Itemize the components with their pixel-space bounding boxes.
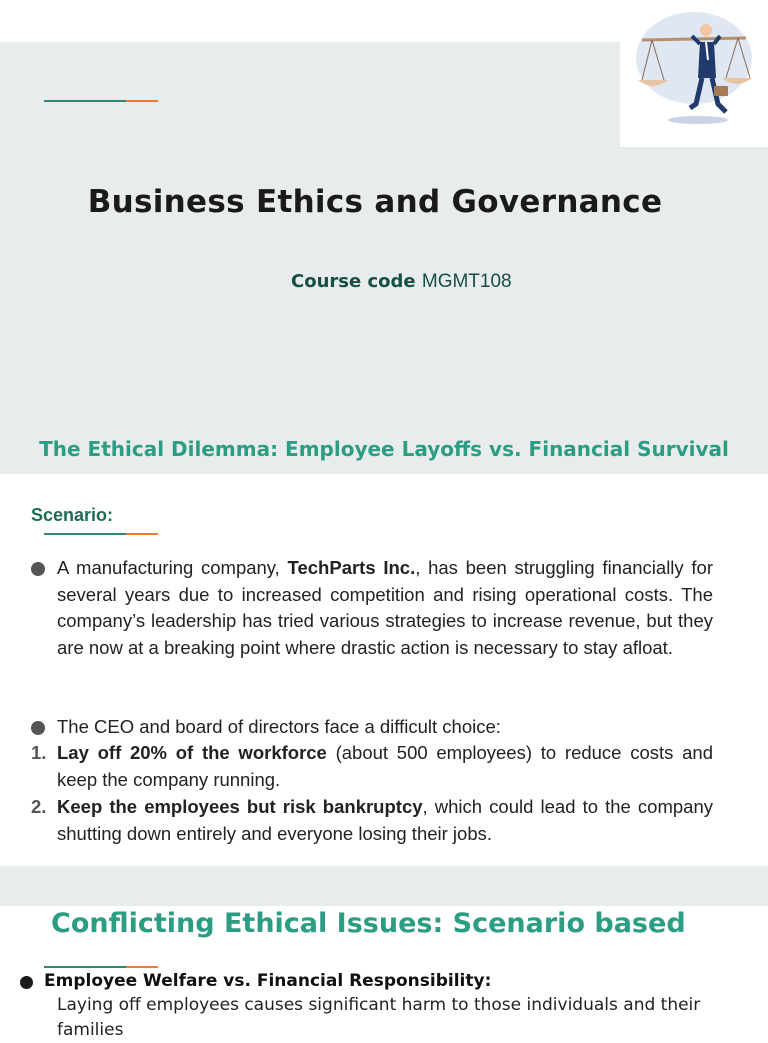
conflicting-issues-title: Conflicting Ethical Issues: Scenario based <box>51 908 686 939</box>
scenario-label: Scenario: <box>31 505 114 525</box>
bullet-dot <box>20 976 33 989</box>
course-code-label: Course code <box>291 271 416 292</box>
option-number: 2. <box>31 796 47 817</box>
option-1: 1. Lay off 20% of the workforce (about 500 employees) to reduce costs and keep the company running. <box>31 742 713 790</box>
balance-scale-businessman-icon <box>620 0 768 147</box>
issue-heading: Employee Welfare vs. Financial Responsibility: <box>44 971 492 991</box>
issue-body: Laying off employees causes significant harm to those individuals and their families <box>57 995 701 1040</box>
scenario-accent-line <box>44 533 158 535</box>
option-2: 2. Keep the employees but risk bankruptcy, which could lead to the company shutting down entirely and everyone losing their jobs. <box>31 796 713 844</box>
slide-divider-band <box>0 866 768 906</box>
course-code-value: MGMT108 <box>421 271 512 292</box>
company-name: TechParts Inc. <box>287 557 416 578</box>
accent-line <box>44 100 158 102</box>
illustration <box>620 0 768 147</box>
scenario-paragraph-1: A manufacturing company, TechParts Inc., has been struggling financially for several years due to increased competition and rising operational costs. The company’s leadership has tried various strategies to increase revenue, but they are now at a breaking point where drastic action is necessary to stay afloat. <box>31 555 713 661</box>
slide2-accent-line <box>44 966 158 968</box>
course-code-line <box>291 271 512 293</box>
scenario-paragraph-2: The CEO and board of directors face a difficult choice: <box>31 714 713 741</box>
option-number: 1. <box>31 742 47 763</box>
bullet-dot <box>31 562 45 576</box>
bullet-dot <box>31 721 45 735</box>
dilemma-heading: The Ethical Dilemma: Employee Layoffs vs. Financial Survival <box>39 437 729 461</box>
course-title: Business Ethics and Governance <box>87 184 663 220</box>
